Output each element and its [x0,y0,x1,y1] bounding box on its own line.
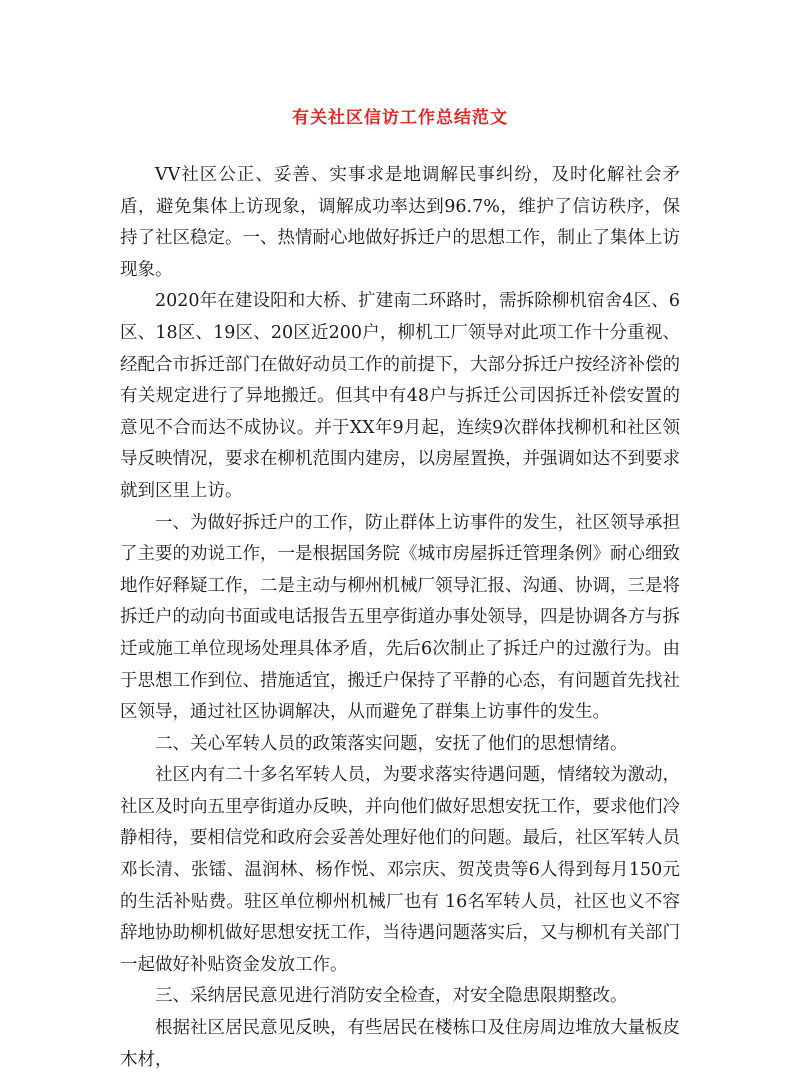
document-title: 有关社区信访工作总结范文 [292,108,508,128]
paragraph: 根据社区居民意见反映，有些居民在楼栋口及住房周边堆放大量板皮木材， [120,1018,680,1070]
paragraph: 社区内有二十多名军转人员，为要求落实待遇问题，情绪较为激动，社区及时向五里亭街道办反映，并向他们做好思想安抚工作，要求他们冷静相待，要相信党和政府会妥善处理好他们的问题。最后，社区军转人员邓长清、张镭、温润林、杨作悦、邓宗庆、贺茂贵等6人得到每月150元的生活补贴费。驻区单位柳州机械厂也有 16名军转人员，社区也义不容辞地协助柳机做好思想安抚工作，当待遇问题落实后，又与柳机有关部门一起做好补贴资金发放工作。 [120,765,680,975]
document-body [120,160,680,1076]
paragraph: 二、关心军转人员的政策落实问题，安抚了他们的思想情绪。 [155,733,628,754]
paragraph: VV社区公正、妥善、实事求是地调解民事纠纷，及时化解社会矛盾，避免集体上访现象，调解成功率达到96.7%，维护了信访秩序，保持了社区稳定。一、热情耐心地做好拆迁户的思想工作，制止了集体上访现象。 [120,165,680,280]
paragraph: 三、采纳居民意见进行消防安全检查，对安全隐患限期整改。 [155,986,628,1007]
paragraph: 2020年在建设阳和大桥、扩建南二环路时，需拆除柳机宿舍4区、6区、18区、19区、20区近200户，柳机工厂领导对此项工作十分重视、经配合市拆迁部门在做好动员工作的前提下，大部分拆迁户按经济补偿的有关规定进行了异地搬迁。但其中有48户与拆迁公司因拆迁补偿安置的意见不合而达不成协议。并于XX年9月起，连续9次群体找柳机和社区领导反映情况，要求在柳机范围内建房，以房屋置换，并强调如达不到要求就到区里上访。 [120,291,680,501]
paragraph: 一、为做好拆迁户的工作，防止群体上访事件的发生，社区领导承担了主要的劝说工作，一是根据国务院《城市房屋拆迁管理条例》耐心细致地作好释疑工作，二是主动与柳州机械厂领导汇报、沟通、协调，三是将拆迁户的动向书面或电话报告五里亭街道办事处领导，四是协调各方与拆迁或施工单位现场处理具体矛盾，先后6次制止了拆迁户的过激行为。由于思想工作到位、措施适宜，搬迁户保持了平静的心态，有问题首先找社区领导，通过社区协调解决，从而避免了群集上访事件的发生。 [120,512,680,723]
